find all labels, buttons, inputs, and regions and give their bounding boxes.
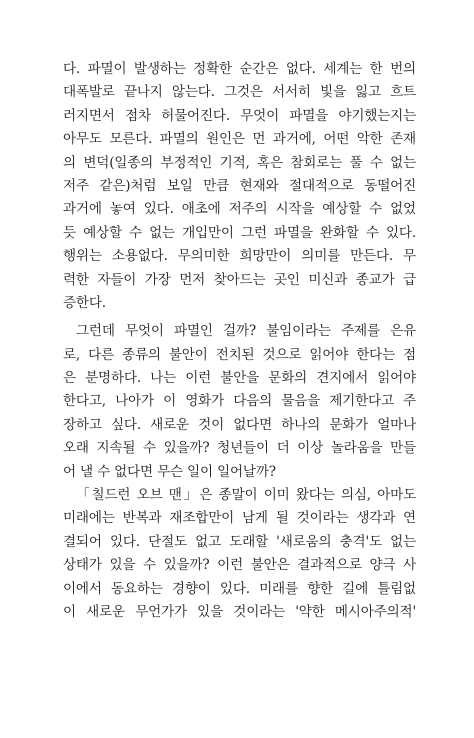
text-line: 대폭발로 끝나지 않는다. 그것은 서서히 빛을 잃고 흐트 [63, 84, 416, 101]
text-line: 이에서 동요하는 경향이 있다. 미래를 향한 길에 틀림없 [63, 580, 416, 597]
text-line: 그런데 무엇이 파멸인 걸까? 불임이라는 주제를 은유 [76, 323, 416, 340]
text-line: 아무도 모른다. 파멸의 원인은 먼 과거에, 어떤 악한 존재 [63, 131, 416, 148]
body-text [63, 58, 416, 624]
text-line: 과거에 놓여 있다. 애초에 저주의 시작을 예상할 수 없었 [63, 201, 416, 218]
text-line: 의 변덕(일종의 부정적인 기적, 혹은 참회로는 풀 수 없는 [63, 154, 416, 171]
text-line: 결되어 있다. 단절도 없고 도래할 '새로움의 충격'도 없는 [63, 533, 416, 550]
text-line: 장하고 싶다. 새로운 것이 없다면 하나의 문화가 얼마나 [63, 416, 416, 433]
text-line: 행위는 소용없다. 무의미한 희망만이 의미를 만든다. 무 [63, 248, 416, 265]
text-line: 은 분명하다. 나는 이런 불안을 문화의 견지에서 읽어야 [63, 370, 416, 387]
text-line: 력한 자들이 가장 먼저 찾아드는 곳인 미신과 종교가 급 [63, 271, 416, 288]
text-line: 상태가 있을 수 있을까? 이런 불안은 결과적으로 양극 사 [63, 557, 416, 574]
text-line: 한다고, 나아가 이 영화가 다음의 물음을 제기한다고 주 [63, 393, 416, 410]
text-line: 오래 지속될 수 있을까? 청년들이 더 이상 놀라움을 만들 [63, 440, 416, 457]
text-line: 저주 같은)처럼 보일 만큼 현재와 절대적으로 동떨어진 [63, 177, 416, 194]
text-line: 듯 예상할 수 없는 개입만이 그런 파멸을 완화할 수 있다. [63, 224, 416, 241]
text-line: 「칠드런 오브 맨」은 종말이 이미 왔다는 의심, 아마도 [76, 487, 416, 504]
text-line: 미래에는 반복과 재조합만이 남게 될 것이라는 생각과 연 [63, 510, 416, 527]
text-line: 어 낼 수 없다면 무슨 일이 일어날까? [63, 463, 276, 480]
text-line: 러지면서 점차 허물어진다. 무엇이 파멸을 야기했는지는 [63, 107, 416, 124]
text-line: 이 새로운 무언가가 있을 것이라는 '약한 메시아주의적' [63, 603, 416, 620]
text-line: 로, 다른 종류의 불안이 전치된 것으로 읽어야 한다는 점 [63, 346, 416, 363]
text-line: 증한다. [63, 294, 106, 311]
text-line: 다. 파멸이 발생하는 정확한 순간은 없다. 세계는 한 번의 [63, 61, 416, 77]
